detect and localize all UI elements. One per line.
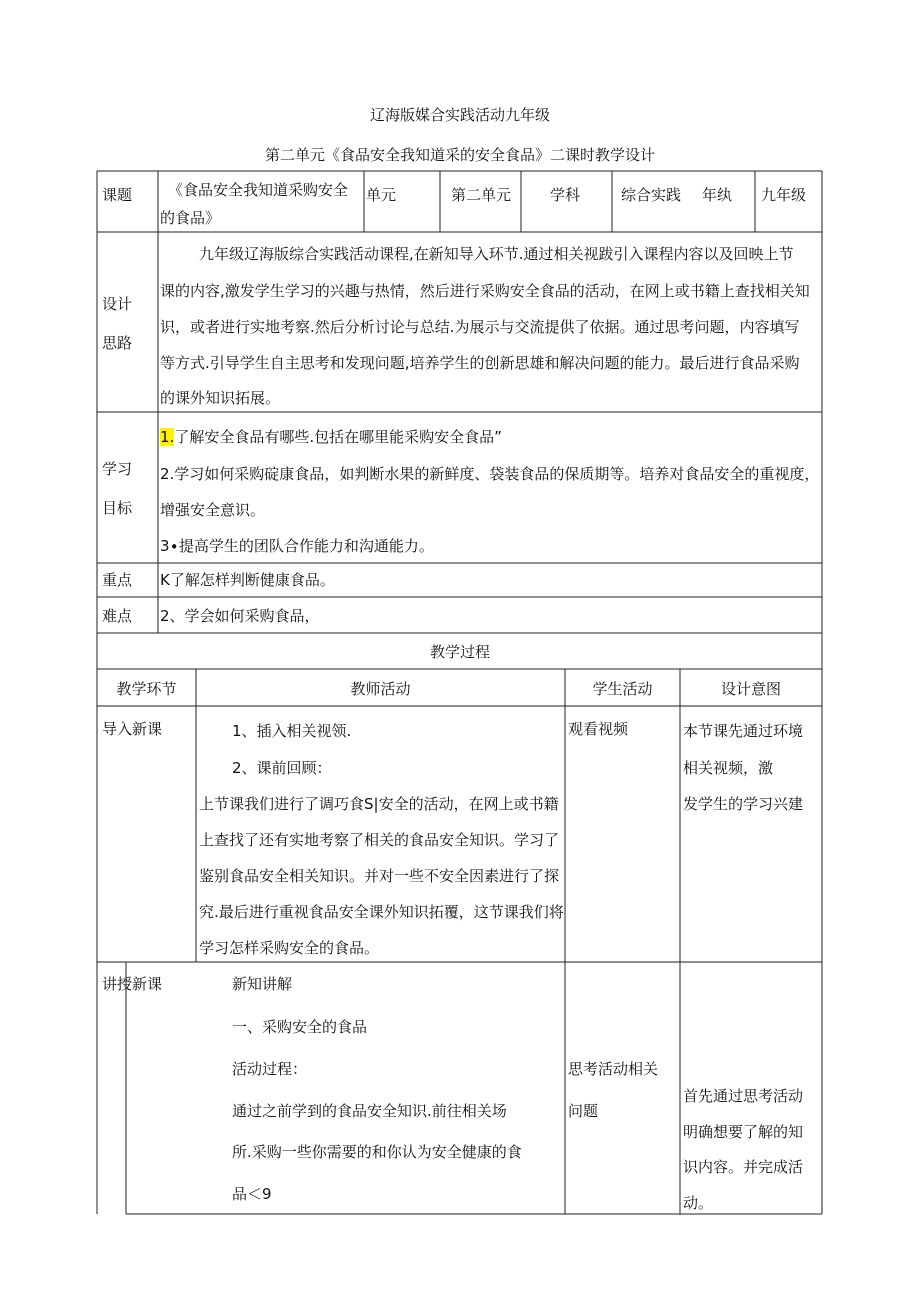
lecture-intent-line: 识内容。并完成活 xyxy=(683,1158,804,1176)
intro-teacher-line: 学习怎样采购安全的食品。 xyxy=(199,939,380,957)
header-design-intent: 设计意图 xyxy=(720,680,781,698)
intro-teacher-line: 1、插入相关视领. xyxy=(232,722,352,740)
key-point-label: 重点 xyxy=(102,571,133,589)
intro-student-activity: 观看视频 xyxy=(568,720,629,738)
difficulty-label: 难点 xyxy=(102,607,133,625)
intro-teacher-line: 鉴别食品安全相关知识。并对一些不安全因素进行了探 xyxy=(199,867,560,885)
lecture-teacher-line: 活动过程： xyxy=(232,1060,308,1078)
lecture-student-line: 思考活动相关 xyxy=(568,1060,659,1078)
topic-label: 课题 xyxy=(102,186,133,204)
lecture-teacher-line: 所.采购一些你需要的和你认为安全健康的食 xyxy=(232,1143,522,1161)
design-text-line: 识，或者进行实地考察.然后分析讨论与总结.为展示与交流提供了依据。通过思考问题，内容填写 xyxy=(160,318,800,336)
goal-2-line1: 2.学习如何采购碇康食品，如判断水果的新鲜度、袋装食品的保质期等。培养对食品安全的重视度， xyxy=(160,465,820,483)
goal-1 xyxy=(160,427,502,447)
intro-teacher-line: 究.最后进行重视食品安全课外知识拓覆，这节课我们将 xyxy=(199,903,564,921)
design-text-line: 九年级辽海版综合实践活动课程,在新知导入环节.通过相关视跋引入课程内容以及回映上节 xyxy=(199,245,794,263)
subject-label: 学科 xyxy=(550,186,581,204)
difficulty-text: 2、学会如何采购食品， xyxy=(160,607,320,625)
lecture-intent-line: 动。 xyxy=(683,1194,714,1212)
design-label-line2: 思路 xyxy=(102,334,133,352)
grade-label: 年纨 xyxy=(702,186,733,204)
grade-value: 九年级 xyxy=(761,186,807,204)
document-subtitle: 第二单元《食品安全我知道采的安全食品》二课时教学设计 xyxy=(264,146,655,164)
goal-1-number: 1. xyxy=(160,428,175,446)
intro-intent-line: 发学生的学习兴建 xyxy=(683,795,804,813)
design-text-line: 的课外知识拓展。 xyxy=(160,389,281,407)
topic-value-line2: 的食品》 xyxy=(160,209,221,227)
intro-teacher-line: 上节课我们进行了调巧食S|安全的活动，在网上或书籍 xyxy=(199,795,559,813)
design-text-line: 课的内容,激发学生学习的兴趣与热情，然后进行采购安全食品的活动，在网上或书籍上查找相关知 xyxy=(160,282,810,300)
process-title: 教学过程 xyxy=(429,643,490,661)
intro-stage: 导入新课 xyxy=(102,720,163,738)
key-point-text: K了解怎样判断健康食品。 xyxy=(160,571,335,589)
topic-value-line1: 《食品安全我知道采购安全 xyxy=(168,181,349,199)
lecture-teacher-line: 品＜9 xyxy=(232,1185,272,1203)
goal-3: 3∙提高学生的团队合作能力和沟通能力。 xyxy=(160,537,434,555)
header-stage: 教学环节 xyxy=(116,680,177,698)
goals-label-line2: 目标 xyxy=(102,499,133,517)
unit-label: 单元 xyxy=(366,186,397,204)
lecture-intent-line: 明确想要了解的知 xyxy=(683,1123,804,1141)
intro-teacher-line: 上查找了还有实地考察了相关的食品安全知识。学习了 xyxy=(199,831,560,849)
lecture-intent-line: 首先通过思考活动 xyxy=(683,1087,804,1105)
document-title: 辽海版媒合实践活动九年级 xyxy=(369,106,550,124)
intro-intent-line: 相关视频，激 xyxy=(683,759,774,777)
intro-teacher-line: 2、课前回顾： xyxy=(232,759,332,777)
subject-value: 综合实践 xyxy=(621,186,682,204)
header-student-activity: 学生活动 xyxy=(592,680,653,698)
goal-2-line2: 增强安全意识。 xyxy=(160,501,266,519)
lecture-teacher-line: 一、采购安全的食品 xyxy=(232,1018,368,1036)
lecture-teacher-line: 通过之前学到的食品安全知识.前往相关场 xyxy=(232,1102,507,1120)
unit-value: 第二单元 xyxy=(451,186,512,204)
goals-label-line1: 学习 xyxy=(102,460,133,478)
goal-1-text: 了解安全食品有哪些.包括在哪里能采购安全食品” xyxy=(174,428,502,446)
lecture-student-line: 问题 xyxy=(568,1102,599,1120)
lecture-stage: 讲授新课 xyxy=(102,975,163,993)
header-teacher-activity: 教师活动 xyxy=(350,680,411,698)
lecture-teacher-line: 新知讲解 xyxy=(232,975,293,993)
intro-intent-line: 本节课先通过环境 xyxy=(683,722,804,740)
design-label-line1: 设计 xyxy=(102,295,133,313)
design-text-line: 等方式.引导学生自主思考和发现问题,培养学生的创新思雄和解决问题的能力。最后进行食品采购 xyxy=(160,354,800,372)
